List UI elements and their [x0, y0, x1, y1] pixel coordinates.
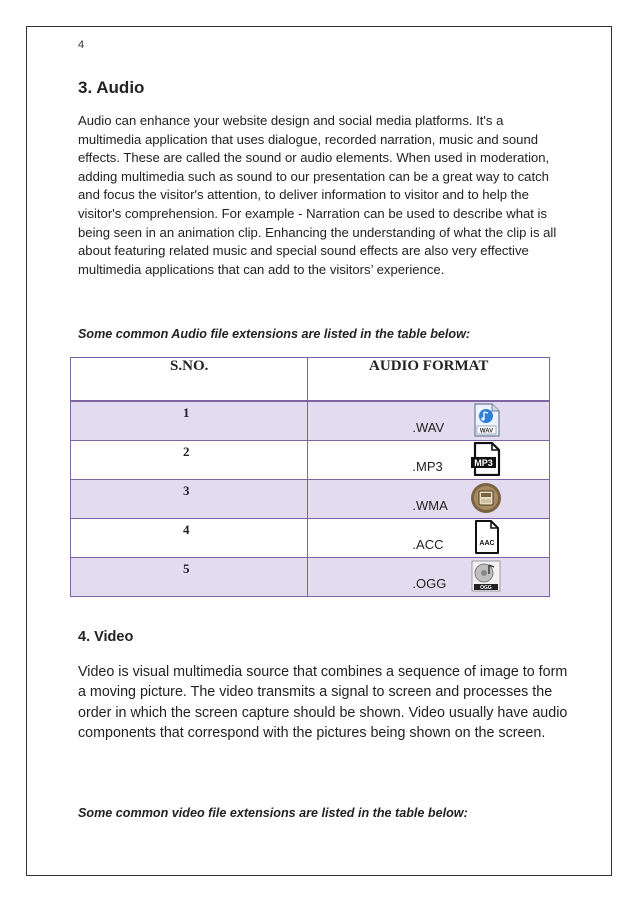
table-row [71, 558, 550, 597]
row-sno: 4 [182, 522, 190, 537]
header-sno: S.NO. [71, 358, 308, 402]
video-heading: 4. Video [78, 629, 134, 645]
svg-text:OGG: OGG [480, 585, 493, 591]
wma-file-icon [470, 481, 502, 515]
svg-text:MP3: MP3 [474, 458, 494, 468]
audio-heading: 3. Audio [78, 78, 145, 97]
mp3-file-icon [470, 442, 502, 476]
row-sno: 2 [182, 444, 190, 459]
table-row [71, 480, 550, 519]
table-row [71, 441, 550, 480]
row-format: .OGG [412, 576, 447, 591]
video-table-caption: Some common video file extensions are listed in the table below: [78, 806, 468, 820]
header-audio-format: AUDIO FORMAT [308, 358, 550, 402]
audio-table-caption: Some common Audio file extensions are listed in the table below: [78, 327, 471, 341]
audio-paragraph: Audio can enhance your website design and social media platforms. It's a multimedia application that uses dialogue, recorded narration, music and sound effects. These are called the sound or audio elements. When used in moderation, adding multimedia such as sound to our presentation can be a great way to catch and focus the visitor's attention, to deliver information to visitor and to help the visitor's comprehension. For example - Narration can be used to describe what is being seen in an animation clip. Enhancing the understanding of what the clip is all about featuring related music and special sound effects are also very effective multimedia applications that can add to the visitors’ experience. [78, 113, 557, 277]
row-format: .WMA [412, 498, 448, 513]
table-row [71, 401, 550, 441]
video-paragraph: Video is visual multimedia source that combines a sequence of image to form a moving picture. The video transmits a signal to screen and processes the order in which the screen capture should be shown. Video usually have audio components that correspond with the pictures being shown on the screen. [78, 664, 568, 741]
row-sno: 3 [182, 483, 190, 498]
table-row [71, 519, 550, 558]
wav-file-icon [470, 403, 502, 437]
ogg-file-icon [470, 559, 502, 593]
aac-file-icon [470, 520, 502, 554]
row-sno: 5 [182, 561, 190, 576]
row-format: .MP3 [412, 459, 443, 474]
svg-text:AAC: AAC [479, 540, 495, 547]
row-format: .ACC [412, 537, 444, 552]
page-number: 4 [78, 39, 85, 51]
audio-format-table [70, 357, 550, 597]
table-header-row [71, 358, 550, 402]
row-format: .WAV [412, 420, 445, 435]
row-sno: 1 [182, 405, 190, 420]
svg-text:WAV: WAV [480, 428, 494, 435]
